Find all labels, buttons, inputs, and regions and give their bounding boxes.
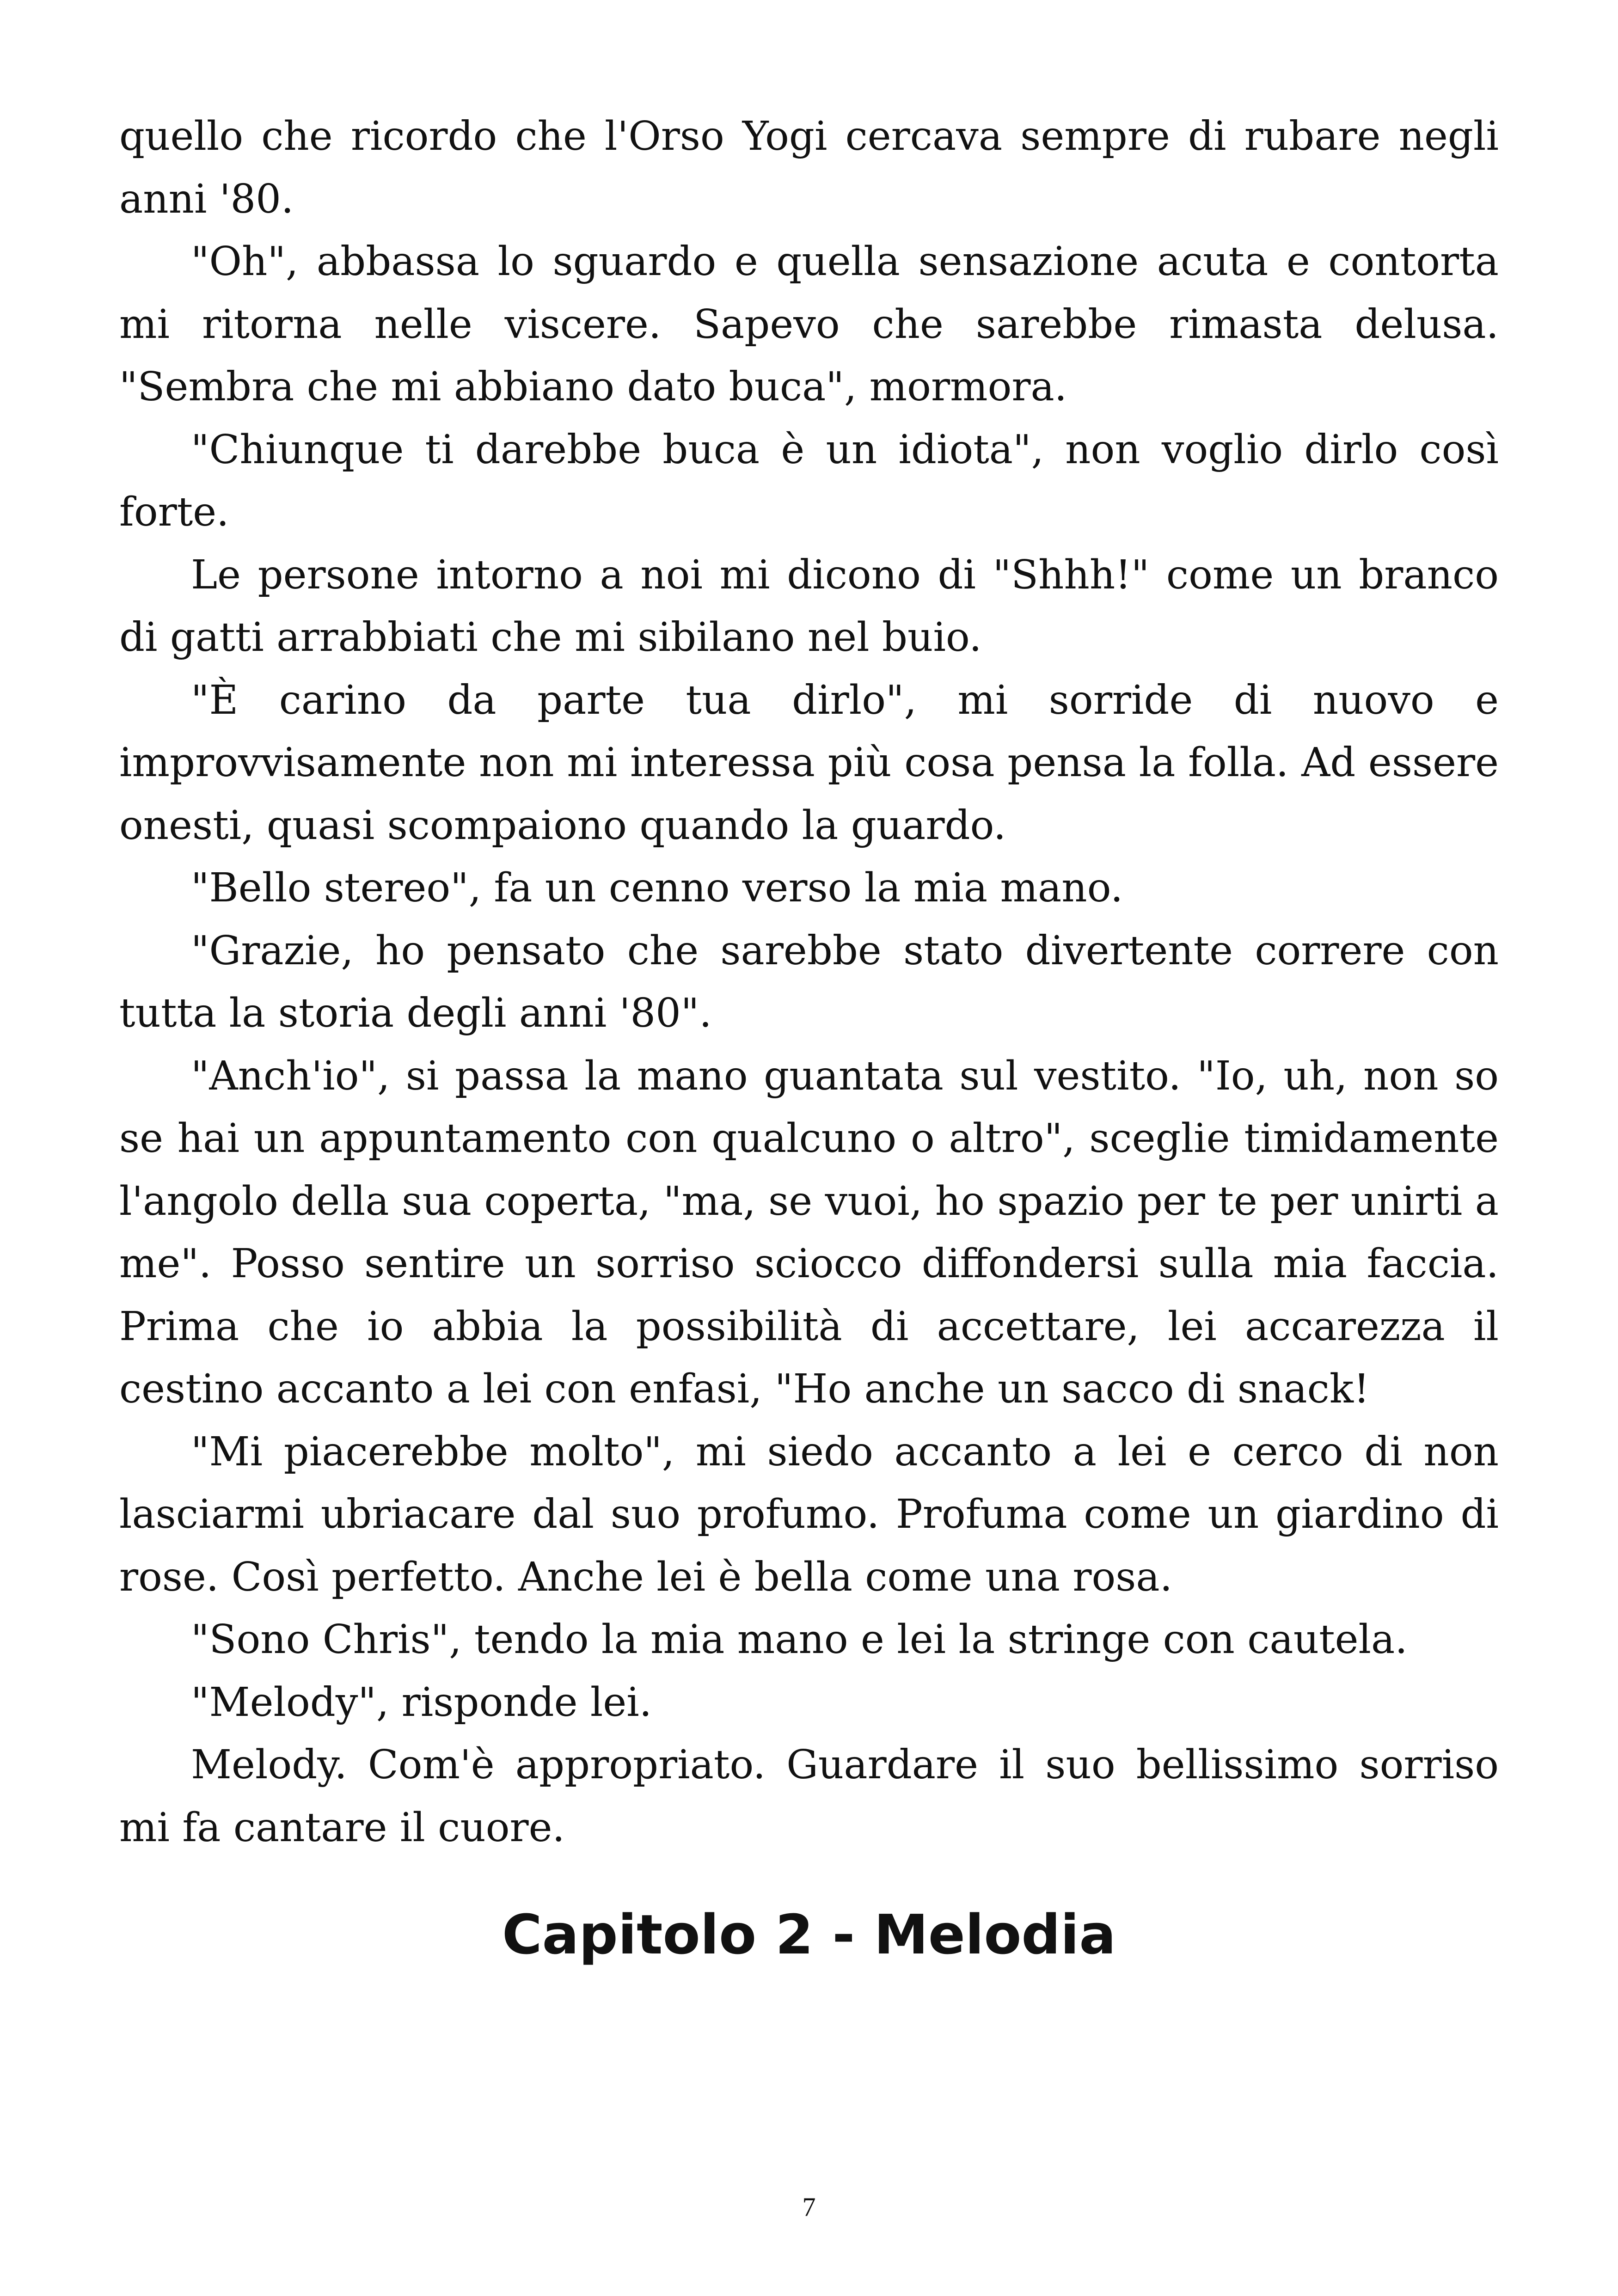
- paragraph-8: "Anch'io", si passa la mano guantata sul vestito. "Io, uh, non so se hai un appuntamento con qualcuno o altro", sceglie timidamente l'angolo della sua coperta, "ma, se vuoi, ho spazio per te per unirti a me". Posso sentire un sorriso sciocco diffondersi sulla mia faccia. Prima che io abbia la possibilità di accettare, lei accarezza il cestino accanto a lei con enfasi, "Ho anche un sacco di snack!: [119, 1053, 1499, 1412]
- paragraph-11: "Melody", risponde lei.: [191, 1679, 652, 1726]
- paragraph-12: Melody. Com'è appropriato. Guardare il suo bellissimo sorriso mi fa cantare il cuore.: [119, 1742, 1499, 1851]
- paragraph-3: "Chiunque ti darebbe buca è un idiota", non voglio dirlo così forte.: [119, 426, 1499, 535]
- paragraph-4: Le persone intorno a noi mi dicono di "Shhh!" come un branco di gatti arrabbiati che mi sibilano nel buio.: [119, 551, 1499, 661]
- page-number: 7: [802, 2192, 816, 2222]
- paragraph-5: "È carino da parte tua dirlo", mi sorride di nuovo e improvvisamente non mi interessa più cosa pensa la folla. Ad essere onesti, quasi scompaiono quando la guardo.: [119, 677, 1499, 849]
- paragraph-6: "Bello stereo", fa un cenno verso la mia mano.: [191, 865, 1123, 911]
- body-text: [119, 105, 1499, 1859]
- paragraph-9: "Mi piacerebbe molto", mi siedo accanto a lei e cerco di non lasciarmi ubriacare dal suo profumo. Profuma come un giardino di rose. Così perfetto. Anche lei è bella come una rosa.: [119, 1428, 1499, 1600]
- paragraph-7: "Grazie, ho pensato che sarebbe stato divertente correre con tutta la storia degli anni '80".: [119, 927, 1499, 1036]
- chapter-heading: Capitolo 2 - Melodia: [502, 1903, 1116, 1966]
- paragraph-1: quello che ricordo che l'Orso Yogi cercava sempre di rubare negli anni '80.: [119, 113, 1499, 222]
- paragraph-2: "Oh", abbassa lo sguardo e quella sensazione acuta e contorta mi ritorna nelle viscere. Sapevo che sarebbe rimasta delusa. "Sembra che mi abbiano dato buca", mormora.: [119, 239, 1499, 410]
- paragraph-10: "Sono Chris", tendo la mia mano e lei la stringe con cautela.: [191, 1616, 1408, 1663]
